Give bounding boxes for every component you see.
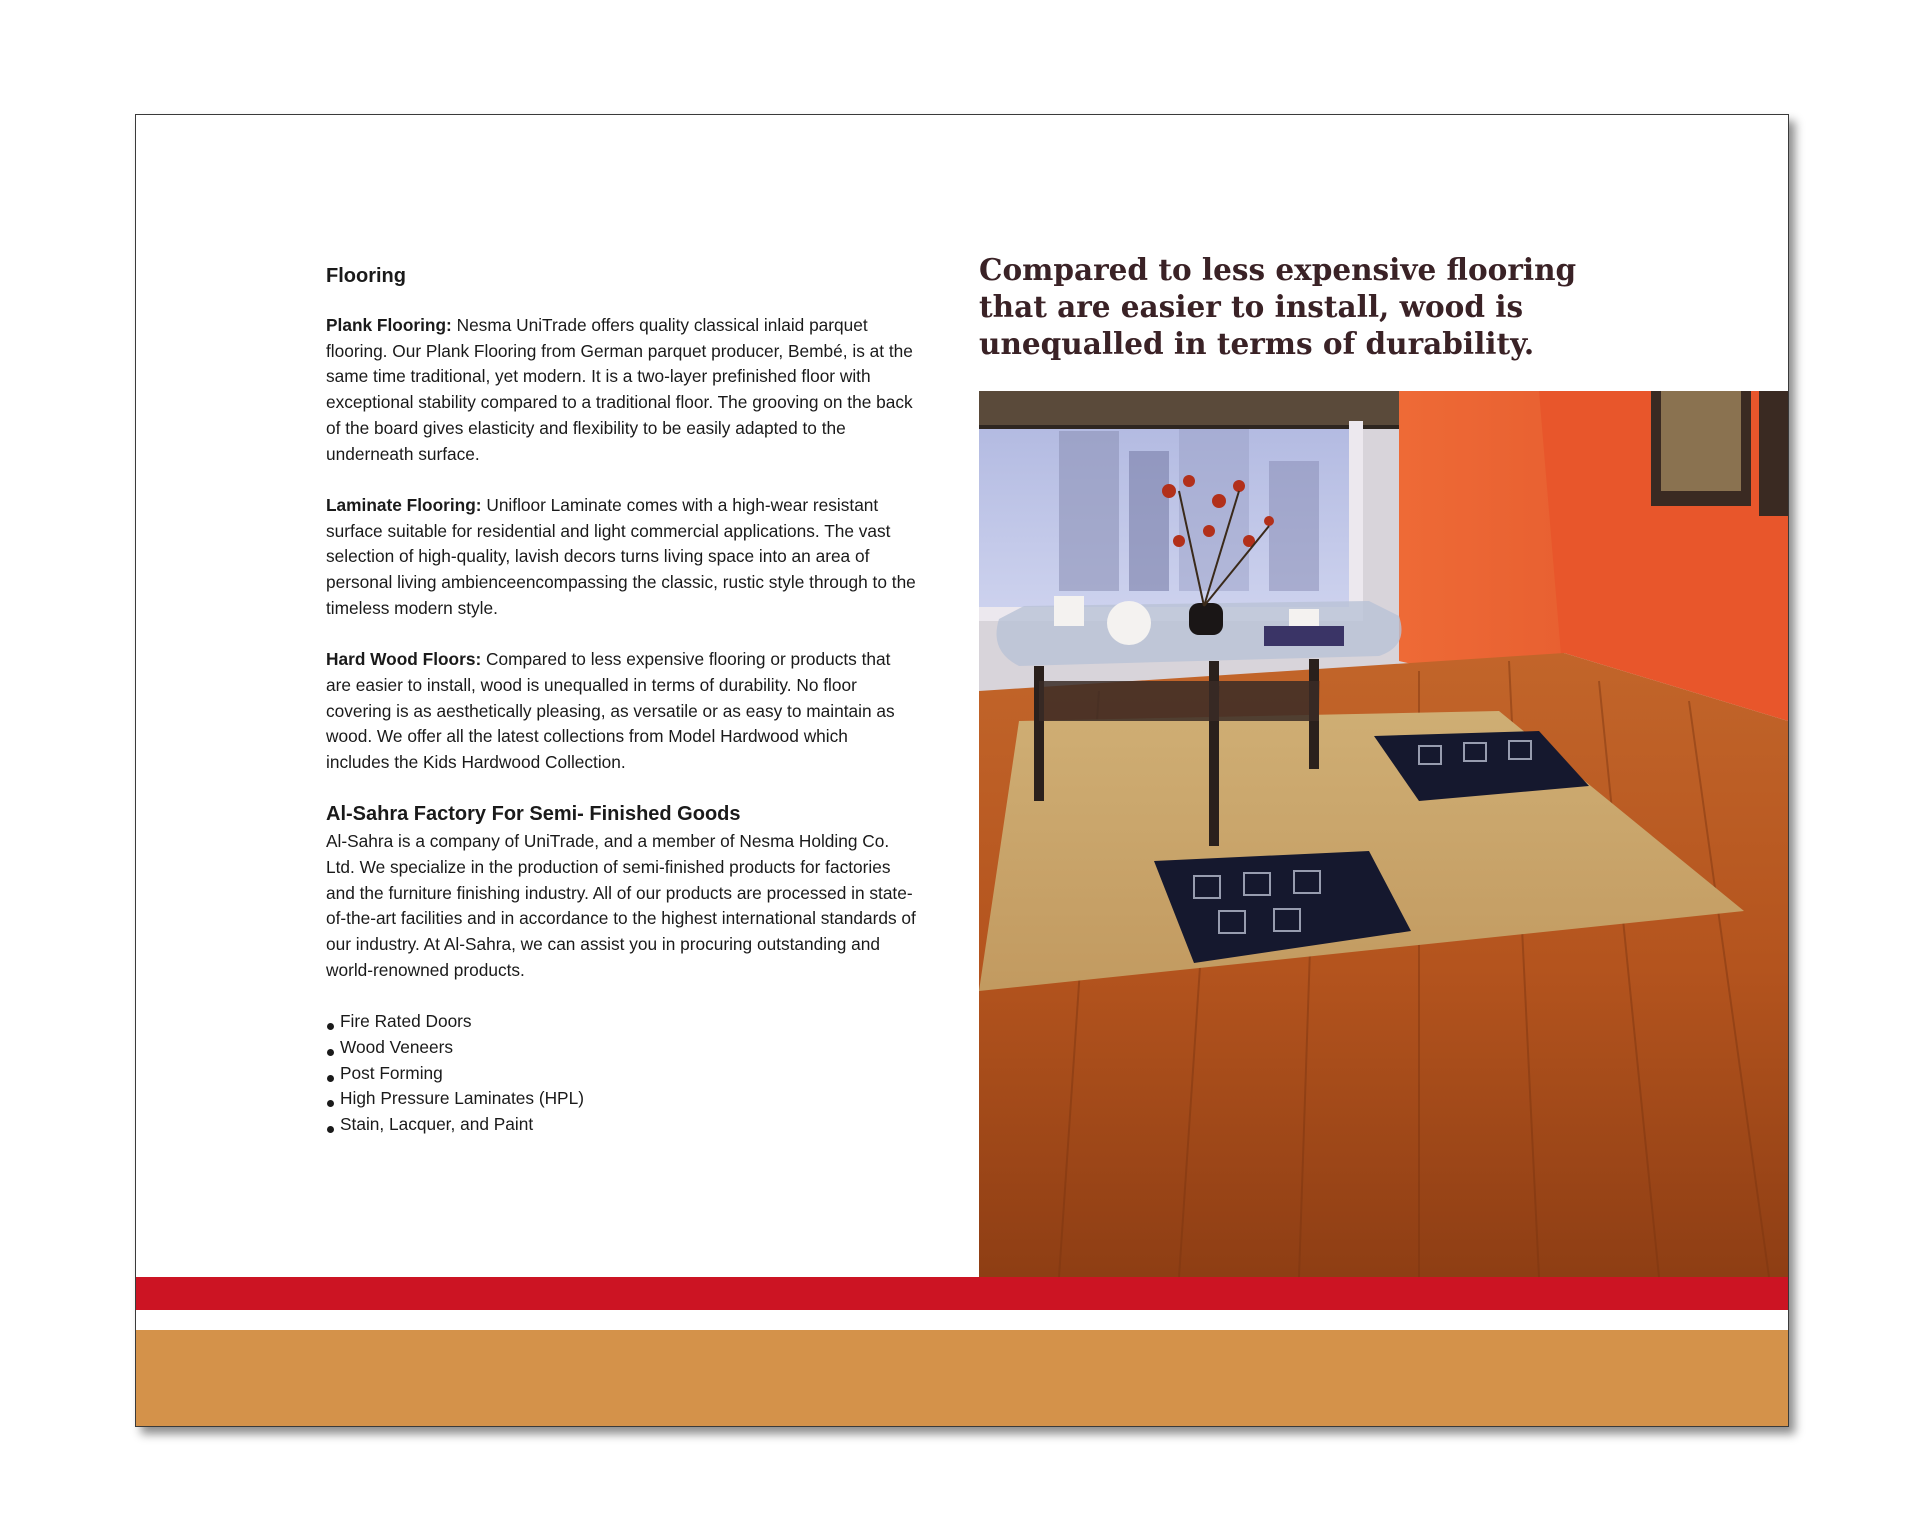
list-item: Fire Rated Doors [326, 1009, 916, 1035]
footer-band-white [136, 1310, 1788, 1330]
list-item: Wood Veneers [326, 1035, 916, 1061]
footer-band-tan [136, 1330, 1788, 1427]
room-photo [979, 391, 1788, 1277]
factory-heading: Al-Sahra Factory For Semi- Finished Goods [326, 803, 741, 826]
plank-flooring-text: Nesma UniTrade offers quality classical inlaid parquet flooring. Our Plank Flooring from German parquet producer, Bembé, is at the same time traditional, yet modern. It is a two-layer prefinished floor with exceptional stability compared to a traditional floor. The grooving on the back of the board gives elasticity and flexibility to be easily adapted to the underneath surface. [326, 315, 913, 464]
pull-quote-headline: Compared to less expensive flooring that are easier to install, wood is unequalled in terms of durability. [979, 252, 1577, 361]
brochure-page [135, 114, 1789, 1427]
laminate-flooring-label: Laminate Flooring: [326, 494, 482, 515]
list-item: Post Forming [326, 1061, 916, 1087]
product-list [326, 1009, 916, 1138]
flooring-heading: Flooring [326, 265, 406, 287]
plank-flooring-label: Plank Flooring: [326, 315, 452, 335]
list-item: Stain, Lacquer, and Paint [326, 1112, 916, 1138]
hardwood-paragraph [326, 647, 916, 776]
laminate-flooring-text: Unifloor Laminate comes with a high-wear resistant surface suitable for residential and light commercial applications. The vast selection of high-quality, lavish decors turns living space into an area of personal living ambienceencompassing the classic, rustic style through to the timeless modern style. [326, 494, 916, 618]
text-column [326, 263, 916, 1138]
list-item: High Pressure Laminates (HPL) [326, 1086, 916, 1112]
hardwood-text: Compared to less expensive flooring or products that are easier to install, wood is unequalled in terms of durability. No floor covering is as aesthetically pleasing, as versatile or as easy to maintain as wood. We offer all the latest collections from Model Hardwood which includes the Kids Hardwood Collection. [326, 649, 895, 772]
factory-paragraph: Al-Sahra is a company of UniTrade, and a member of Nesma Holding Co. Ltd. We specialize in the production of semi-finished products for factories and the furniture finishing industry. All of our products are processed in state-of-the-art facilities and in accordance to the highest international standards of our industry. At Al-Sahra, we can assist you in procuring outstanding and world-renowned products. [326, 831, 916, 980]
footer-band-red [136, 1277, 1788, 1310]
laminate-flooring-paragraph [326, 493, 916, 622]
plank-flooring-paragraph [326, 313, 916, 467]
hardwood-label: Hard Wood Floors: [326, 649, 482, 670]
